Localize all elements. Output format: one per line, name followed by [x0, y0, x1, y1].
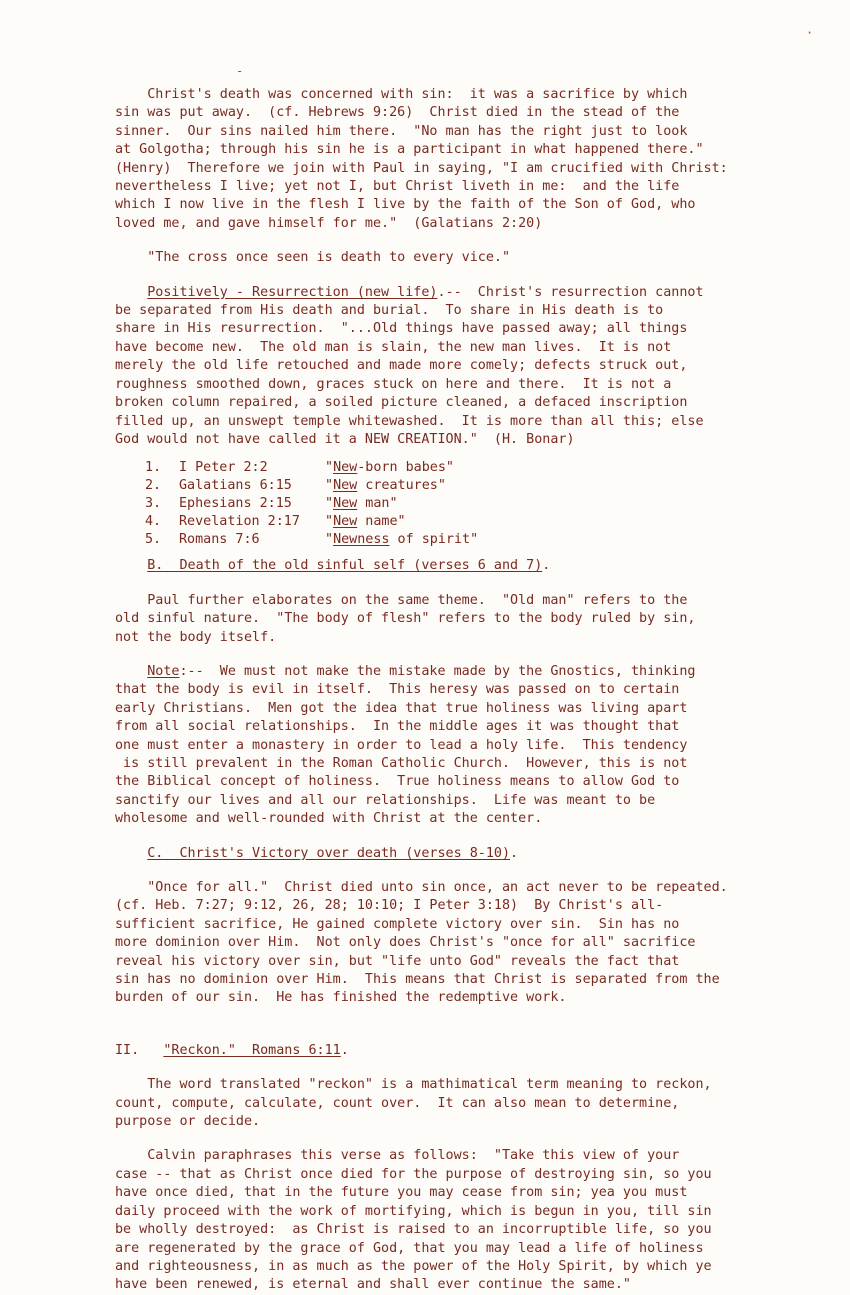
quote-cross: "The cross once seen is death to every vice." [115, 250, 511, 266]
paragraph-section-b: Paul further elaborates on the same theme. "Old man" refers to the old sinful nature. "The body of flesh" refers to the body ruled by sin, not the body itself. [115, 592, 696, 645]
paragraph-christs-death: Christ's death was concerned with sin: it was a sacrifice by which sin was put away. (cf. Hebrews 9:26) Christ died in the stead of the sinner. Our sins nailed him there. "No man has the right just to look at Golgotha; through his sin he is a participant in what happened there." (Henry) Therefore we join with Paul in saying, "I am crucified with Christ: nevertheless I live; yet not I, but Christ liveth in me: and the life which I now live in the flesh I live by the faith of the Son of God, who loved me, and gave himself for me." (Galatians 2:20) [115, 87, 728, 231]
heading-section-c: C. Christ's Victory over death (verses 8-10) [147, 845, 511, 861]
scripture-reference-list [145, 459, 790, 549]
ink-mark: · [806, 26, 814, 40]
heading-positively: Positively - Resurrection (new life) [147, 284, 438, 300]
paragraph-note: Note:-- We must not make the mistake made by the Gnostics, thinking that the body is evil in itself. This heresy was passed on to certain early Christians. Men got the idea that true holiness was living apart from all social relationships. In the middle ages it was thought that one must enter a monastery in order to lead a holy life. This tendency is still prevalent in the Roman Catholic Church. However, this is not the Biblical concept of holiness. True holiness means to allow God to sanctify our lives and all our relationships. Life was meant to be wholesome and well-rounded with Christ at the center. [115, 663, 696, 827]
heading-section-b: B. Death of the old sinful self (verses 6 and 7) [147, 558, 543, 574]
paragraph-positively: Positively - Resurrection (new life).-- Christ's resurrection cannot be separated from His death and burial. To share in His death is to share in His resurrection. "...Old things have passed away; all things have become new. The old man is slain, the new man lives. It is not merely the old life retouched and made more comely; defects struck out, roughness smoothed down, graces stuck on here and there. It is not a broken column repaired, a soiled picture cleaned, a defaced inscription filled up, an unswept temple whitewashed. It is more than all this; else God would not have called it a NEW CREATION." (H. Bonar) [115, 284, 704, 447]
list-item: 3. Ephesians 2:15 " New man" [145, 496, 398, 512]
list-item: 5. Romans 7:6 " Newness of spirit" [145, 532, 479, 548]
note-label: Note [147, 663, 180, 679]
list-item: 2. Galatians 6:15 " New creatures" [145, 478, 446, 494]
ink-mark: - [236, 64, 244, 78]
paragraph-calvin: Calvin paraphrases this verse as follows: "Take this view of your case -- that as Christ once died for the purpose of destroying sin, so you have once died, that in the future you may cease from sin; yea you must daily proceed with the work of mortifying, which is begun in you, till sin be wholly destroyed: as Christ is raised to an incorruptible life, so you are regenerated by the grace of God, that you may lead a life of holiness and righteousness, in as much as the power of the Holy Spirit, by which ye have been renewed, is eternal and shall ever continue the same." [115, 1148, 712, 1293]
paragraph-section-c: "Once for all." Christ died unto sin once, an act never to be repeated. (cf. Heb. 7:27; 9:12, 26, 28; 10:10; I Peter 3:18) By Christ's all- sufficient sacrifice, He gained complete victory over sin. Sin has no more dominion over Him. Not only does Christ's "once for all" sacrifice reveal his victory over sin, but "life unto God" reveals the fact that sin has no dominion over Him. This means that Christ is separated from the burden of our sin. He has finished the redemptive work. [115, 880, 728, 1006]
list-item: 1. I Peter 2:2 " New -born babes" [145, 460, 454, 476]
list-item: 4. Revelation 2:17 " New name" [145, 514, 406, 530]
paragraph-reckon: The word translated "reckon" is a mathimatical term meaning to reckon, count, compute, calculate, count over. It can also mean to determine, purpose or decide. [115, 1077, 712, 1130]
heading-section-ii: II. "Reckon." Romans 6:11. [115, 1042, 349, 1058]
document-page: - · Christ's death was concerned with sin: it was a sacrifice by which sin was put away. (cf. Hebrews 9:26) Christ died in the stead of the sinner. Our sins nailed him there. "No man has the right just to look at Golgotha; through his sin he is a participant in what happened there." (Henry) Therefore we join with Paul in saying, "I am crucified with Christ: nevertheless I live; yet not I, but Christ liveth in me: and the life which I now live in the flesh I live by the faith of the Son of God, who loved me, and gave himself for me." (Galatians 2:20) "The cross once seen is death to every vice." Positively - Resurrection (new life).-- Christ's resurrection cannot be separated from His death and burial. To share in His death is to share in His resurrection. "...Old things have passed away; all things have become new. The old man is slain, the new man lives. It is not merely the old life retouched and made more comely; defects struck out, roughness smoothed down, graces stuck on here and there. It is not a broken column repaired, a soiled picture cleaned, a defaced inscription filled up, an unswept temple whitewashed. It is more than all this; else God would not have called it a NEW CREATION." (H. Bonar) 1. I Peter 2:2 " New -born babes" 2. Galatians 6:15 " New creatures" 3. Ephesians 2:15 " New man" 4. Revelation 2:17 " New name" 5. Romans 7:6 " Newness of spirit" B. Death of the old sinful self (verses 6 and 7). Paul further elaborates on the same theme. "Old man" refers to the old sinful nature. "The body of flesh" refers to the body ruled by sin, not the body itself. Note:-- We must not make the mistake made by the Gnostics, thinking that the body is evil in itself. This heresy was passed on to certain early Christians. Men got the idea that true holiness was living apart from all social relationships. In the middle ages it was thought that one must enter a monastery in order to lead a holy life. This tendency is still prevalent in the Roman Catholic Church. However, this is not the Biblical concept of holiness. True holiness means to allow God to sanctify our lives and all our relationships. Life was meant to be wholesome and well-rounded with Christ at the center. C. Christ's Victory over death (verses 8-10). "Once for all." Christ died unto sin once, an act never to be repeated. (cf. Heb. 7:27; 9:12, 26, 28; 10:10; I Peter 3:18) By Christ's all- sufficient sacrifice, He gained complete victory over sin. Sin has no more dominion over Him. Not only does Christ's "once for all" sacrifice reveal his victory over sin, but "life unto God" reveals the fact that sin has no dominion over Him. This means that Christ is separated from the burden of our sin. He has finished the redemptive work. II. "Reckon." Romans 6:11. The word translated "reckon" is a mathimatical term meaning to reckon, count, compute, calculate, count over. It can also mean to determine, purpose or decide. Calvin paraphrases this verse as follows: "Take this view of your case -- that as Christ once died for the purpose of destroying sin, so you have once died, that in the future you may cease from sin; yea you must daily proceed with the work of mortifying, which is begun in you, till sin be wholly destroyed: as Christ is raised to an incorruptible life, so you are regenerated by the grace of God, that you may lead a life of holiness and righteousness, in as much as the power of the Holy Spirit, by which ye have been renewed, is eternal and shall ever continue the same." [0, 0, 850, 1150]
